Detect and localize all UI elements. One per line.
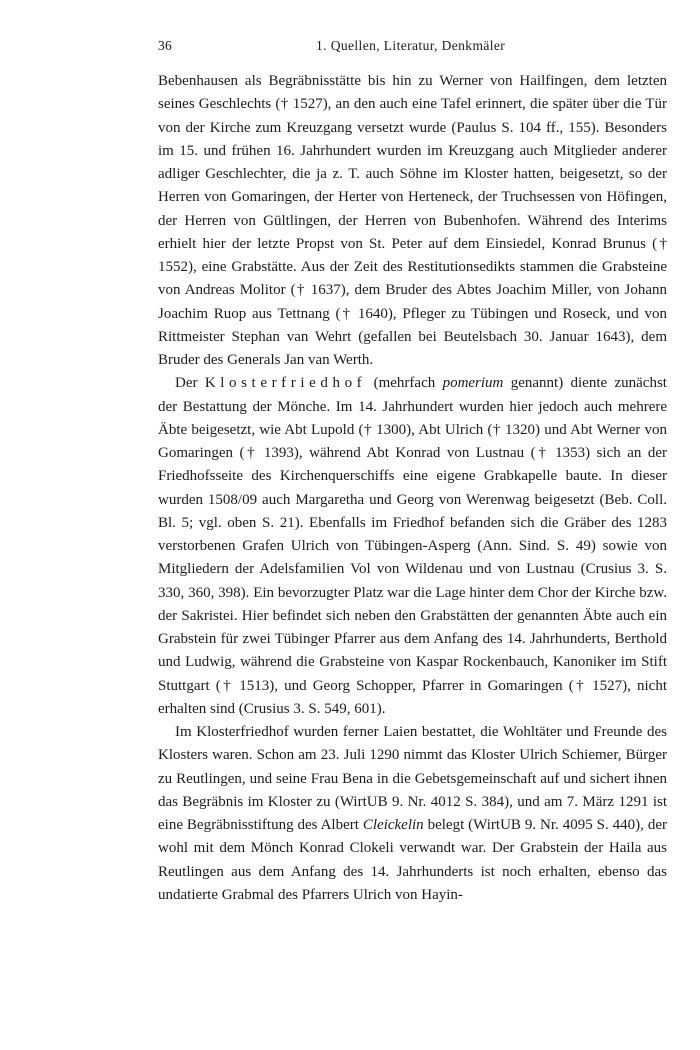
page-number: 36 bbox=[158, 38, 172, 53]
spaced-term-klosterfriedhof: Klosterfriedhof bbox=[204, 375, 367, 392]
running-head bbox=[158, 38, 667, 62]
running-title: 1. Quellen, Literatur, Denkmäler bbox=[316, 38, 506, 53]
paragraph-2 bbox=[158, 372, 667, 721]
paragraph-2-mid: (mehrfach bbox=[366, 375, 443, 392]
italic-term-pomerium: pomerium bbox=[442, 375, 504, 392]
paragraph-3 bbox=[158, 721, 667, 907]
italic-name-cleickelin: Cleickelin bbox=[362, 817, 424, 833]
body-text bbox=[158, 70, 667, 907]
paragraph-1 bbox=[158, 70, 667, 372]
paragraph-3-rest: belegt (WirtUB 9. Nr. 4095 S. 440), der wohl mit dem Mönch Konrad Clokeli verwandt war. Der Grabstein der Haila aus Reutlingen aus dem Anfang des 14. Jahrhunderts ist noch erhalten, ebenso das undatierte Grabmal des Pfarrers Ulrich von Hayin- bbox=[158, 817, 667, 903]
paragraph-2-rest: genannt) diente zunächst der Bestattung der Mönche. Im 14. Jahrhundert wurden hier jedoch auch mehrere Äbte beigesetzt, wie Abt Lupold († 1300), Abt Ulrich († 1320) und Abt Werner von Gomaringen († 1393), während Abt Konrad von Lustnau († 1353) sich an der Friedhofsseite des Kirchenquerschiffs eine eigene Grabkapelle baute. In dieser wurden 1508/09 auch Margaretha und Georg von Werenwag beigesetzt (Beb. Coll. Bl. 5; vgl. oben S. 21). Ebenfalls im Friedhof befanden sich die Gräber des 1283 verstorbenen Grafen Ulrich von Tübingen-Asperg (Ann. Sind. S. 49) sowie von Mitgliedern der Adelsfamilien Vol von Wildenau und von Lustnau (Crusius 3. S. 330, 360, 398). Ein bevorzugter Platz war die Lage hinter dem Chor der Kirche bzw. der Sakristei. Hier befindet sich neben den Grabstätten der genannten Äbte auch ein Grabstein für zwei Tübinger Pfarrer aus dem Anfang des 14. Jahrhunderts, Berthold und Ludwig, während die Grabsteine von Kaspar Rockenbauch, Kanoniker im Stift Stuttgart († 1513), und Georg Schopper, Pfarrer in Gomaringen († 1527), nicht erhalten sind (Crusius 3. S. 549, 601). bbox=[158, 375, 667, 717]
book-page bbox=[158, 38, 667, 907]
paragraph-2-lead: Der bbox=[175, 375, 205, 392]
paragraph-1-text: Bebenhausen als Begräbnisstätte bis hin zu Werner von Hailfingen, dem letzten seines Geschlechts († 1527), an den auch eine Tafel erinnert, die später über die Tür von der Kirche zum Kreuzgang versetzt wurde (Paulus S. 104 ff., 155). Besonders im 15. und frühen 16. Jahrhundert wurden im Kreuzgang auch Mitglieder anderer adliger Geschlechter, die ja z. T. auch Söhne im Kloster hatten, beigesetzt, so der Herren von Gomaringen, der Herter von Herteneck, der Truchsessen von Höfingen, der Herren von Gültlingen, der Herren von Bubenhofen. Während des Interims erhielt hier der letzte Propst von St. Peter auf dem Einsiedel, Konrad Brunus († 1552), eine Grabstätte. Aus der Zeit des Restitutionsedikts stammen die Grabsteine von Andreas Molitor († 1637), dem Bruder des Abtes Joachim Miller, von Johann Joachim Ruop aus Tettnang († 1640), Pfleger zu Tübingen und Roseck, und von Rittmeister Stephan van Wehrt (gefallen bei Beutelsbach 30. Januar 1643), dem Bruder des Generals Jan van Werth. bbox=[158, 73, 667, 368]
paragraph-3-lead: Im Klosterfriedhof wurden ferner Laien bestattet, die Wohltäter und Freunde des Klosters waren. Schon am 23. Juli 1290 nimmt das Kloster Ulrich Schiemer, Bürger zu Reutlingen, und seine Frau Bena in die Gebetsgemeinschaft auf und sichert ihnen das Begräbnis im Kloster zu (WirtUB 9. Nr. 4012 S. 384), und am 7. März 1291 ist eine Begräbnisstiftung des Albert bbox=[158, 724, 667, 833]
